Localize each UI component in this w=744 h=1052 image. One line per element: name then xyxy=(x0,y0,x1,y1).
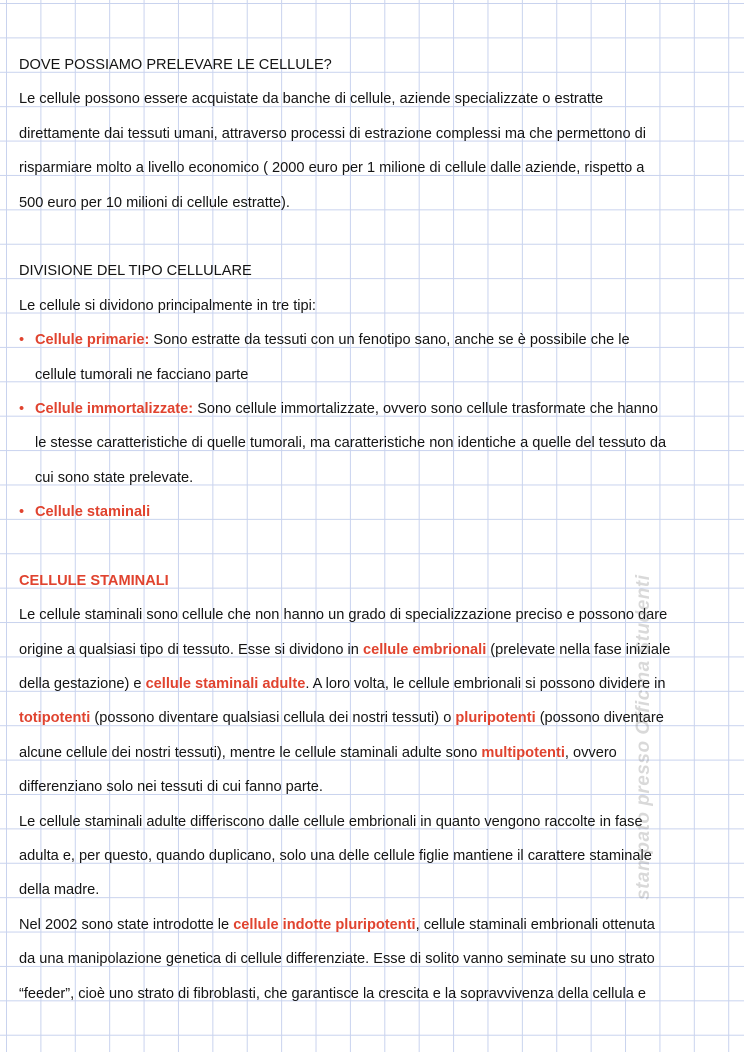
text-run: (possono diventare qualsiasi cellula dei nostri tessuti) o xyxy=(90,710,456,727)
bullet-item-immortalized xyxy=(19,392,731,426)
paragraph-line: Le cellule si dividono principalmente in tre tipi: xyxy=(19,297,316,314)
bullet-icon: • xyxy=(19,332,25,349)
text-run: (possono diventare xyxy=(535,710,664,727)
bullet-item-stem xyxy=(19,495,731,529)
text-run: origine a qualsiasi tipo di tessuto. Esse si dividono in xyxy=(19,641,363,658)
paragraph-line: 500 euro per 10 milioni di cellule estratte). xyxy=(19,194,290,211)
term-induced-pluripotent: cellule indotte pluripotenti xyxy=(233,916,416,933)
paragraph-line xyxy=(19,667,731,701)
bullet-icon: • xyxy=(19,400,25,417)
paragraph-line xyxy=(19,908,731,942)
paragraph-line xyxy=(19,736,731,770)
paragraph-line: differenziano solo nei tessuti di cui fanno parte. xyxy=(19,779,323,796)
term-adult-stem: cellule staminali adulte xyxy=(145,676,306,693)
text-run: , cellule staminali embrionali ottenuta xyxy=(415,916,655,933)
text-run: , ovvero xyxy=(564,744,617,761)
term-stem: Cellule staminali xyxy=(35,504,151,521)
text-run: Nel 2002 sono state introdotte le xyxy=(19,916,234,933)
spacer xyxy=(19,220,731,254)
paragraph-line xyxy=(19,633,731,667)
section-title-where: DOVE POSSIAMO PRELEVARE LE CELLULE? xyxy=(19,57,332,73)
bullet-continuation: cellule tumorali ne facciano parte xyxy=(35,366,249,383)
watermark: stampato presso Officina Studenti xyxy=(633,574,654,900)
term-immortalized: Cellule immortalizzate: xyxy=(35,400,194,417)
paragraph-line: della madre. xyxy=(19,882,100,899)
bullet-continuation: cui sono state prelevate. xyxy=(35,469,194,486)
term-embryonic: cellule embrionali xyxy=(362,641,487,658)
text-run: . A loro volta, le cellule embrionali si possono dividere in xyxy=(305,676,666,693)
paragraph-line: Le cellule possono essere acquistate da banche di cellule, aziende specializzate o estratte xyxy=(19,91,604,108)
paragraph-line: risparmiare molto a livello economico ( 2000 euro per 1 milione di cellule dalle aziende, rispetto a xyxy=(19,160,645,177)
text-run: della gestazione) e xyxy=(19,676,146,693)
term-totipotent: totipotenti xyxy=(19,710,91,727)
spacer xyxy=(19,529,731,563)
paragraph-line: da una manipolazione genetica di cellule differenziate. Esse di solito vanno seminate su uno strato xyxy=(19,951,655,968)
text-run: (prelevate nella fase iniziale xyxy=(486,641,671,658)
paragraph-line xyxy=(19,701,731,735)
bullet-item-primary xyxy=(19,323,731,357)
term-primary: Cellule primarie: xyxy=(35,332,150,349)
bullet-text: Sono estratte da tessuti con un fenotipo sano, anche se è possibile che le xyxy=(149,332,630,349)
paragraph-line: “feeder”, cioè uno strato di fibroblasti, che garantisce la crescita e la sopravvivenza della cellula e xyxy=(19,985,647,1002)
section-title-stem-cells: CELLULE STAMINALI xyxy=(19,572,169,589)
paragraph-line: adulta e, per questo, quando duplicano, solo una delle cellule figlie mantiene il carattere staminale xyxy=(19,847,652,864)
document-page xyxy=(19,48,731,1011)
paragraph-line: direttamente dai tessuti umani, attraverso processi di estrazione complessi ma che permettono di xyxy=(19,125,647,142)
paragraph-line: Le cellule staminali sono cellule che non hanno un grado di specializzazione preciso e possono dare xyxy=(19,607,668,624)
text-run: alcune cellule dei nostri tessuti), mentre le cellule staminali adulte sono xyxy=(19,744,482,761)
term-pluripotent: pluripotenti xyxy=(455,710,536,727)
bullet-text: Sono cellule immortalizzate, ovvero sono cellule trasformate che hanno xyxy=(193,400,658,417)
section-title-division: DIVISIONE DEL TIPO CELLULARE xyxy=(19,263,252,280)
paragraph-line: Le cellule staminali adulte differiscono dalle cellule embrionali in quanto vengono raccolte in fase xyxy=(19,813,643,830)
term-multipotent: multipotenti xyxy=(481,744,565,761)
bullet-icon: • xyxy=(19,504,25,521)
bullet-continuation: le stesse caratteristiche di quelle tumorali, ma caratteristiche non identiche a quelle del tessuto da xyxy=(35,435,667,452)
